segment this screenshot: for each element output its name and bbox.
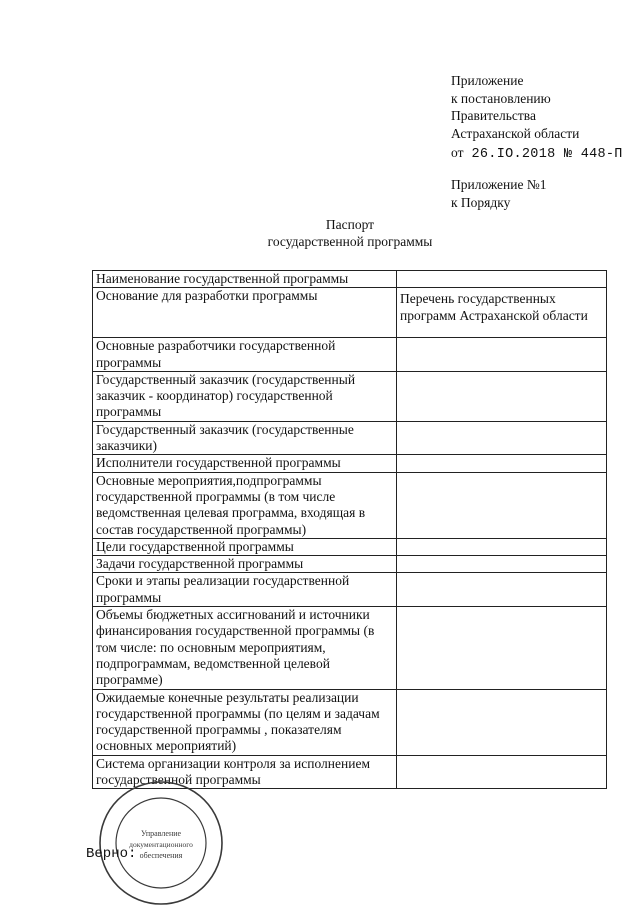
row-value — [397, 455, 607, 472]
title-line-2: государственной программы — [267, 234, 433, 249]
row-label: Система организации контроля за исполнением государственной программы — [93, 755, 397, 789]
row-value — [397, 271, 607, 288]
row-value — [397, 556, 607, 573]
table-row — [93, 607, 607, 689]
row-value — [397, 421, 607, 455]
row-label: Исполнители государственной программы — [93, 455, 397, 472]
row-value — [397, 689, 607, 755]
row-label: Государственный заказчик (государственный заказчик - координатор) государственной программы — [93, 371, 397, 421]
title-line-1: Паспорт — [325, 217, 375, 232]
row-label: Основные мероприятия,подпрограммы государственной программы (в том числе ведомственная целевая программа, входящая в состав государственной программы) — [93, 472, 397, 538]
seal-text-line-2: документационного — [129, 840, 193, 849]
table-row — [93, 271, 607, 288]
resolution-header — [451, 72, 623, 164]
table-row — [93, 371, 607, 421]
table-row — [93, 455, 607, 472]
header-line-1: Приложение — [451, 73, 524, 88]
row-value — [397, 338, 607, 372]
table-row — [93, 472, 607, 538]
official-seal-icon — [98, 780, 224, 906]
table-row — [93, 573, 607, 607]
table-row — [93, 556, 607, 573]
date-number-line — [451, 144, 623, 164]
header-line-2: к постановлению — [451, 90, 551, 106]
table-row — [93, 288, 607, 338]
row-label: Наименование государственной программы — [93, 271, 397, 288]
verno-signature-label: Верно: — [86, 846, 137, 862]
row-label: Государственный заказчик (государственные заказчики) — [93, 421, 397, 455]
row-value — [397, 755, 607, 789]
header-line-4: Астраханской области — [451, 125, 580, 141]
row-label: Объемы бюджетных ассигнований и источники финансирования государственной программы (в том числе: по основным мероприятиям, подпрограммам, ведомственной целевой программе) — [93, 607, 397, 689]
row-label: Ожидаемые конечные результаты реализации государственной программы (по целям и задачам государственной программы , показателям основных мероприятий) — [93, 689, 397, 755]
header-line-3: Правительства — [451, 108, 536, 123]
row-label: Основание для разработки программы — [93, 288, 397, 338]
row-label: Основные разработчики государственной программы — [93, 338, 397, 372]
row-value — [397, 472, 607, 538]
row-label: Задачи государственной программы — [93, 556, 397, 573]
table-row — [93, 689, 607, 755]
row-value: Перечень государственных программ Астраханской области — [397, 288, 607, 338]
table-row — [93, 421, 607, 455]
passport-table — [92, 270, 607, 789]
appendix-line-2: к Порядку — [451, 194, 511, 210]
resolution-date-number: 26.IO.2018 № 448-П — [471, 147, 623, 162]
row-value — [397, 371, 607, 421]
table-row — [93, 538, 607, 555]
appendix-line-1: Приложение №1 — [451, 177, 547, 192]
seal-text-line-1: Управление — [140, 829, 182, 838]
table-row — [93, 338, 607, 372]
row-label: Сроки и этапы реализации государственной программы — [93, 573, 397, 607]
row-value — [397, 538, 607, 555]
row-value — [397, 573, 607, 607]
date-prefix: от — [451, 145, 464, 160]
appendix-block — [451, 176, 546, 211]
row-value — [397, 607, 607, 689]
row-label: Цели государственной программы — [93, 538, 397, 555]
document-title — [200, 216, 500, 250]
seal-text-line-3: обеспечения — [139, 851, 183, 860]
